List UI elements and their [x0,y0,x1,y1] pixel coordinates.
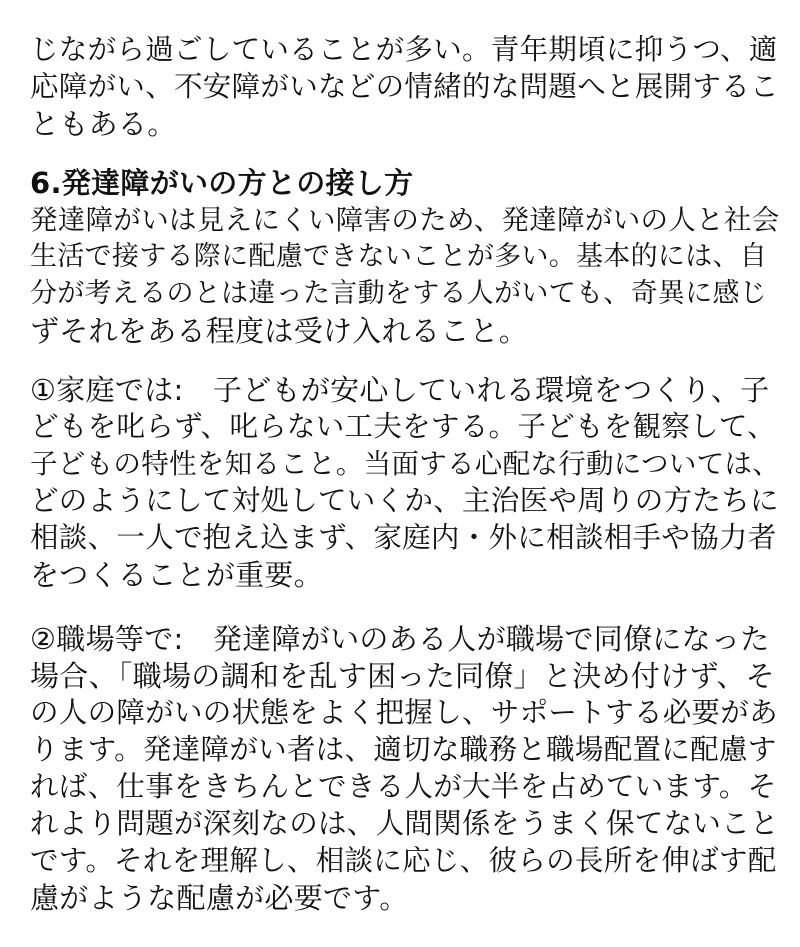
section-line-1: 発達障がいは見えにくい障害のため、発達障がいの人と社会 [30,204,780,236]
intro-line-1: じながら過ごしていることが多い。青年期頃に抑うつ、適 [30,33,778,66]
section-line-3: 分が考えるのとは違った言動をする人がいても、奇異に感じ [30,278,768,309]
section-heading: 6.発達障がいの方との接し方 [30,166,414,200]
workplace-line-2: 場合、「職場の調和を乱す困った同僚」と決め付けず、そ [30,659,775,693]
section-line-2: 生活で接する際に配慮できないことが多い。基本的には、自 [30,241,768,272]
workplace-line-8: 慮がような配慮が必要です。 [30,881,409,915]
workplace-line-7: です。それを理解し、相談に応じ、彼らの長所を伸ばす配 [30,844,777,877]
intro-line-3: ともある。 [30,107,177,141]
family-line-1: ①家庭では: 子どもが安心していれる環境をつくり、子 [30,373,770,407]
workplace-line-1: ②職場等で: 発達障がいのある人が職場で同僚になった [30,622,770,656]
workplace-line-4: ります。発達障がい者は、適切な職務と職場配置に配慮す [30,733,777,766]
family-line-2: どもを叱らず、叱らない工夫をする。子どもを観察して、 [30,410,776,443]
section-line-4: ずそれをある程度は受け入れること。 [30,314,529,348]
family-line-6: をつくることが重要。 [30,558,324,592]
family-line-4: どのようにして対処していくか、主治医や周りの方たちに [30,484,779,517]
intro-line-2: 応障がい、不安障がいなどの情緒的な問題へと展開するこ [30,70,779,103]
family-line-5: 相談、一人で抱え込まず、家庭内・外に相談相手や協力者 [30,521,777,554]
family-line-3: 子どもの特性を知ること。当面する心配な行動については、 [30,448,781,480]
workplace-line-6: れより問題が深刻なのは、人間関係をうまく保てないこと [30,807,779,840]
workplace-line-3: の人の障がいの状態をよく把握し、サポートする必要があ [30,696,778,729]
workplace-line-5: れば、仕事をきちんとできる人が大半を占めています。そ [30,770,777,803]
